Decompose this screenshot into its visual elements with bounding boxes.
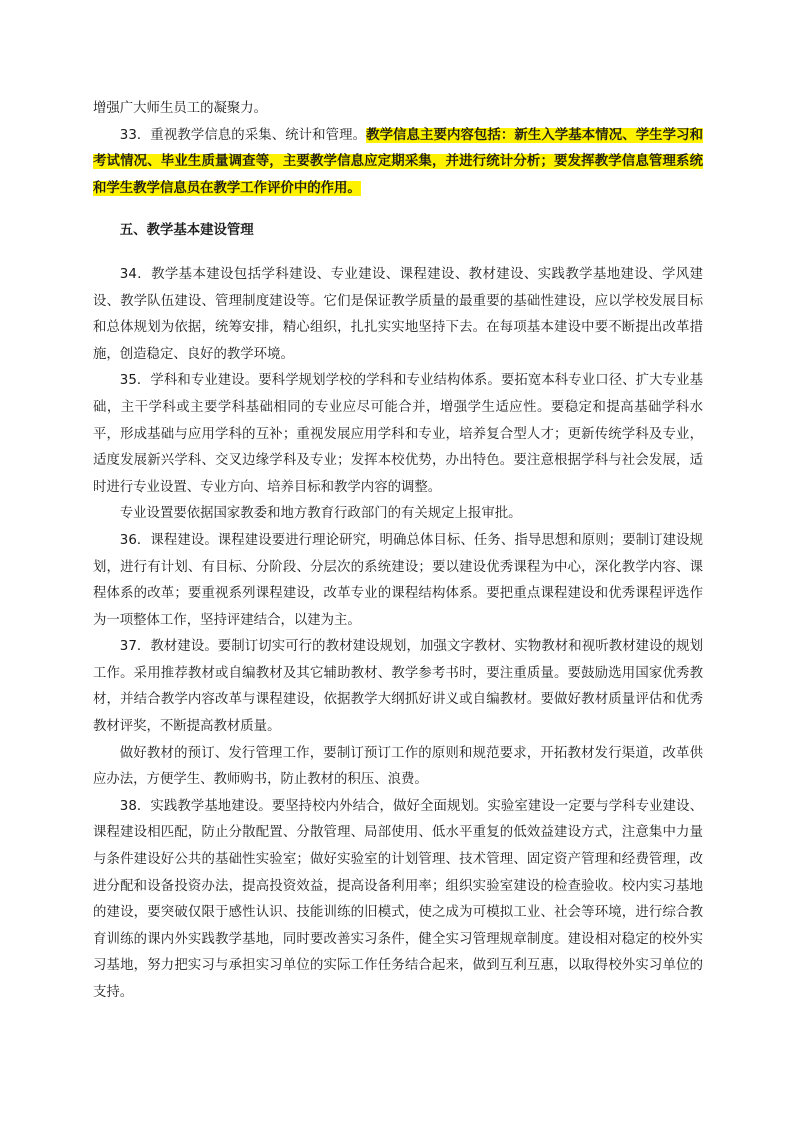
paragraph-37: 37．教材建设。要制订切实可行的教材建设规划，加强文字教材、实物教材和视听教材建设的规划工作。采用推荐教材或自编教材及其它辅助教材、教学参考书时，要注重质量。要鼓励选用国家优秀教材，并结合教学内容改革与课程建设，依据教学大纲抓好讲义或自编教材。要做好教材质量评估和优秀教材评奖，不断提高教材质量。	[93, 639, 703, 735]
paragraph-38: 38．实践教学基地建设。要坚持校内外结合，做好全面规划。实验室建设一定要与学科专业建设、课程建设相匹配，防止分散配置、分散管理、局部使用、低水平重复的低效益建设方式，注意集中力量与条件建设好公共的基础性实验室；做好实验室的计划管理、技术管理、固定资产管理和经费管理，改进分配和设备投资办法，提高投资效益，提高设备利用率；组织实验室建设的检查验收。校内实习基地的建设，要突破仅限于感性认识、技能训练的旧模式，使之成为可模拟工业、社会等环境，进行综合教育训练的课内外实践教学基地，同时要改善实习条件，健全实习管理规章制度。建设相对稳定的校外实习基地，努力把实习与承担实习单位的实际工作任务结合起来，做到互利互惠，以取得校外实习单位的支持。	[93, 798, 703, 1000]
paragraph-36: 36．课程建设。课程建设要进行理论研究，明确总体目标、任务、指导思想和原则；要制订建设规划，进行有计划、有目标、分阶段、分层次的系统建设；要以建设优秀课程为中心，深化教学内容、课程体系的改革；要重视系列课程建设，改革专业的课程结构体系。要把重点课程建设和优秀课程评选作为一项整体工作，坚持评建结合，以建为主。	[93, 532, 703, 628]
paragraph-34: 34．教学基本建设包括学科建设、专业建设、课程建设、教材建设、实践教学基地建设、学风建设、教学队伍建设、管理制度建设等。它们是保证教学质量的最重要的基础性建设，应以学校发展目标和总体规划为依据，统筹安排，精心组织，扎扎实实地坚持下去。在每项基本建设中要不断提出改革措施，创造稳定、良好的教学环境。	[93, 266, 703, 362]
paragraph-33	[93, 123, 703, 203]
continued-paragraph: 增强广大师生员工的凝聚力。	[93, 101, 268, 116]
highlighted-text: 教学信息主要内容包括：新生入学基本情况、学生学习和考试情况、毕业生质量调查等，主要教学信息应定期采集，并进行统计分析；要发挥教学信息管理系统和学生教学信息员在教学工作评价中的作用。	[93, 127, 704, 196]
paragraph-37b: 做好教材的预订、发行管理工作，要制订预订工作的原则和规范要求，开拓教材发行渠道，改革供应办法，方便学生、教师购书，防止教材的积压、浪费。	[93, 745, 703, 788]
paragraph-35b: 专业设置要依据国家教委和地方教育行政部门的有关规定上报审批。	[119, 506, 522, 522]
document-body	[93, 96, 703, 1007]
paragraph-35: 35．学科和专业建设。要科学规划学校的学科和专业结构体系。要拓宽本科专业口径、扩大专业基础，主干学科或主要学科基础相同的专业应尽可能合并，增强学生适应性。要稳定和提高基础学科水平，形成基础与应用学科的互补；重视发展应用学科和专业，培养复合型人才；更新传统学科及专业，适度发展新兴学科、交叉边缘学科及专业；发挥本校优势，办出特色。要注意根据学科与社会发展，适时进行专业设置、专业方向、培养目标和教学内容的调整。	[93, 373, 703, 495]
paragraph-33-lead: 33．重视教学信息的采集、统计和管理。	[119, 127, 367, 143]
section-heading-5: 五、教学基本建设管理	[119, 223, 254, 239]
